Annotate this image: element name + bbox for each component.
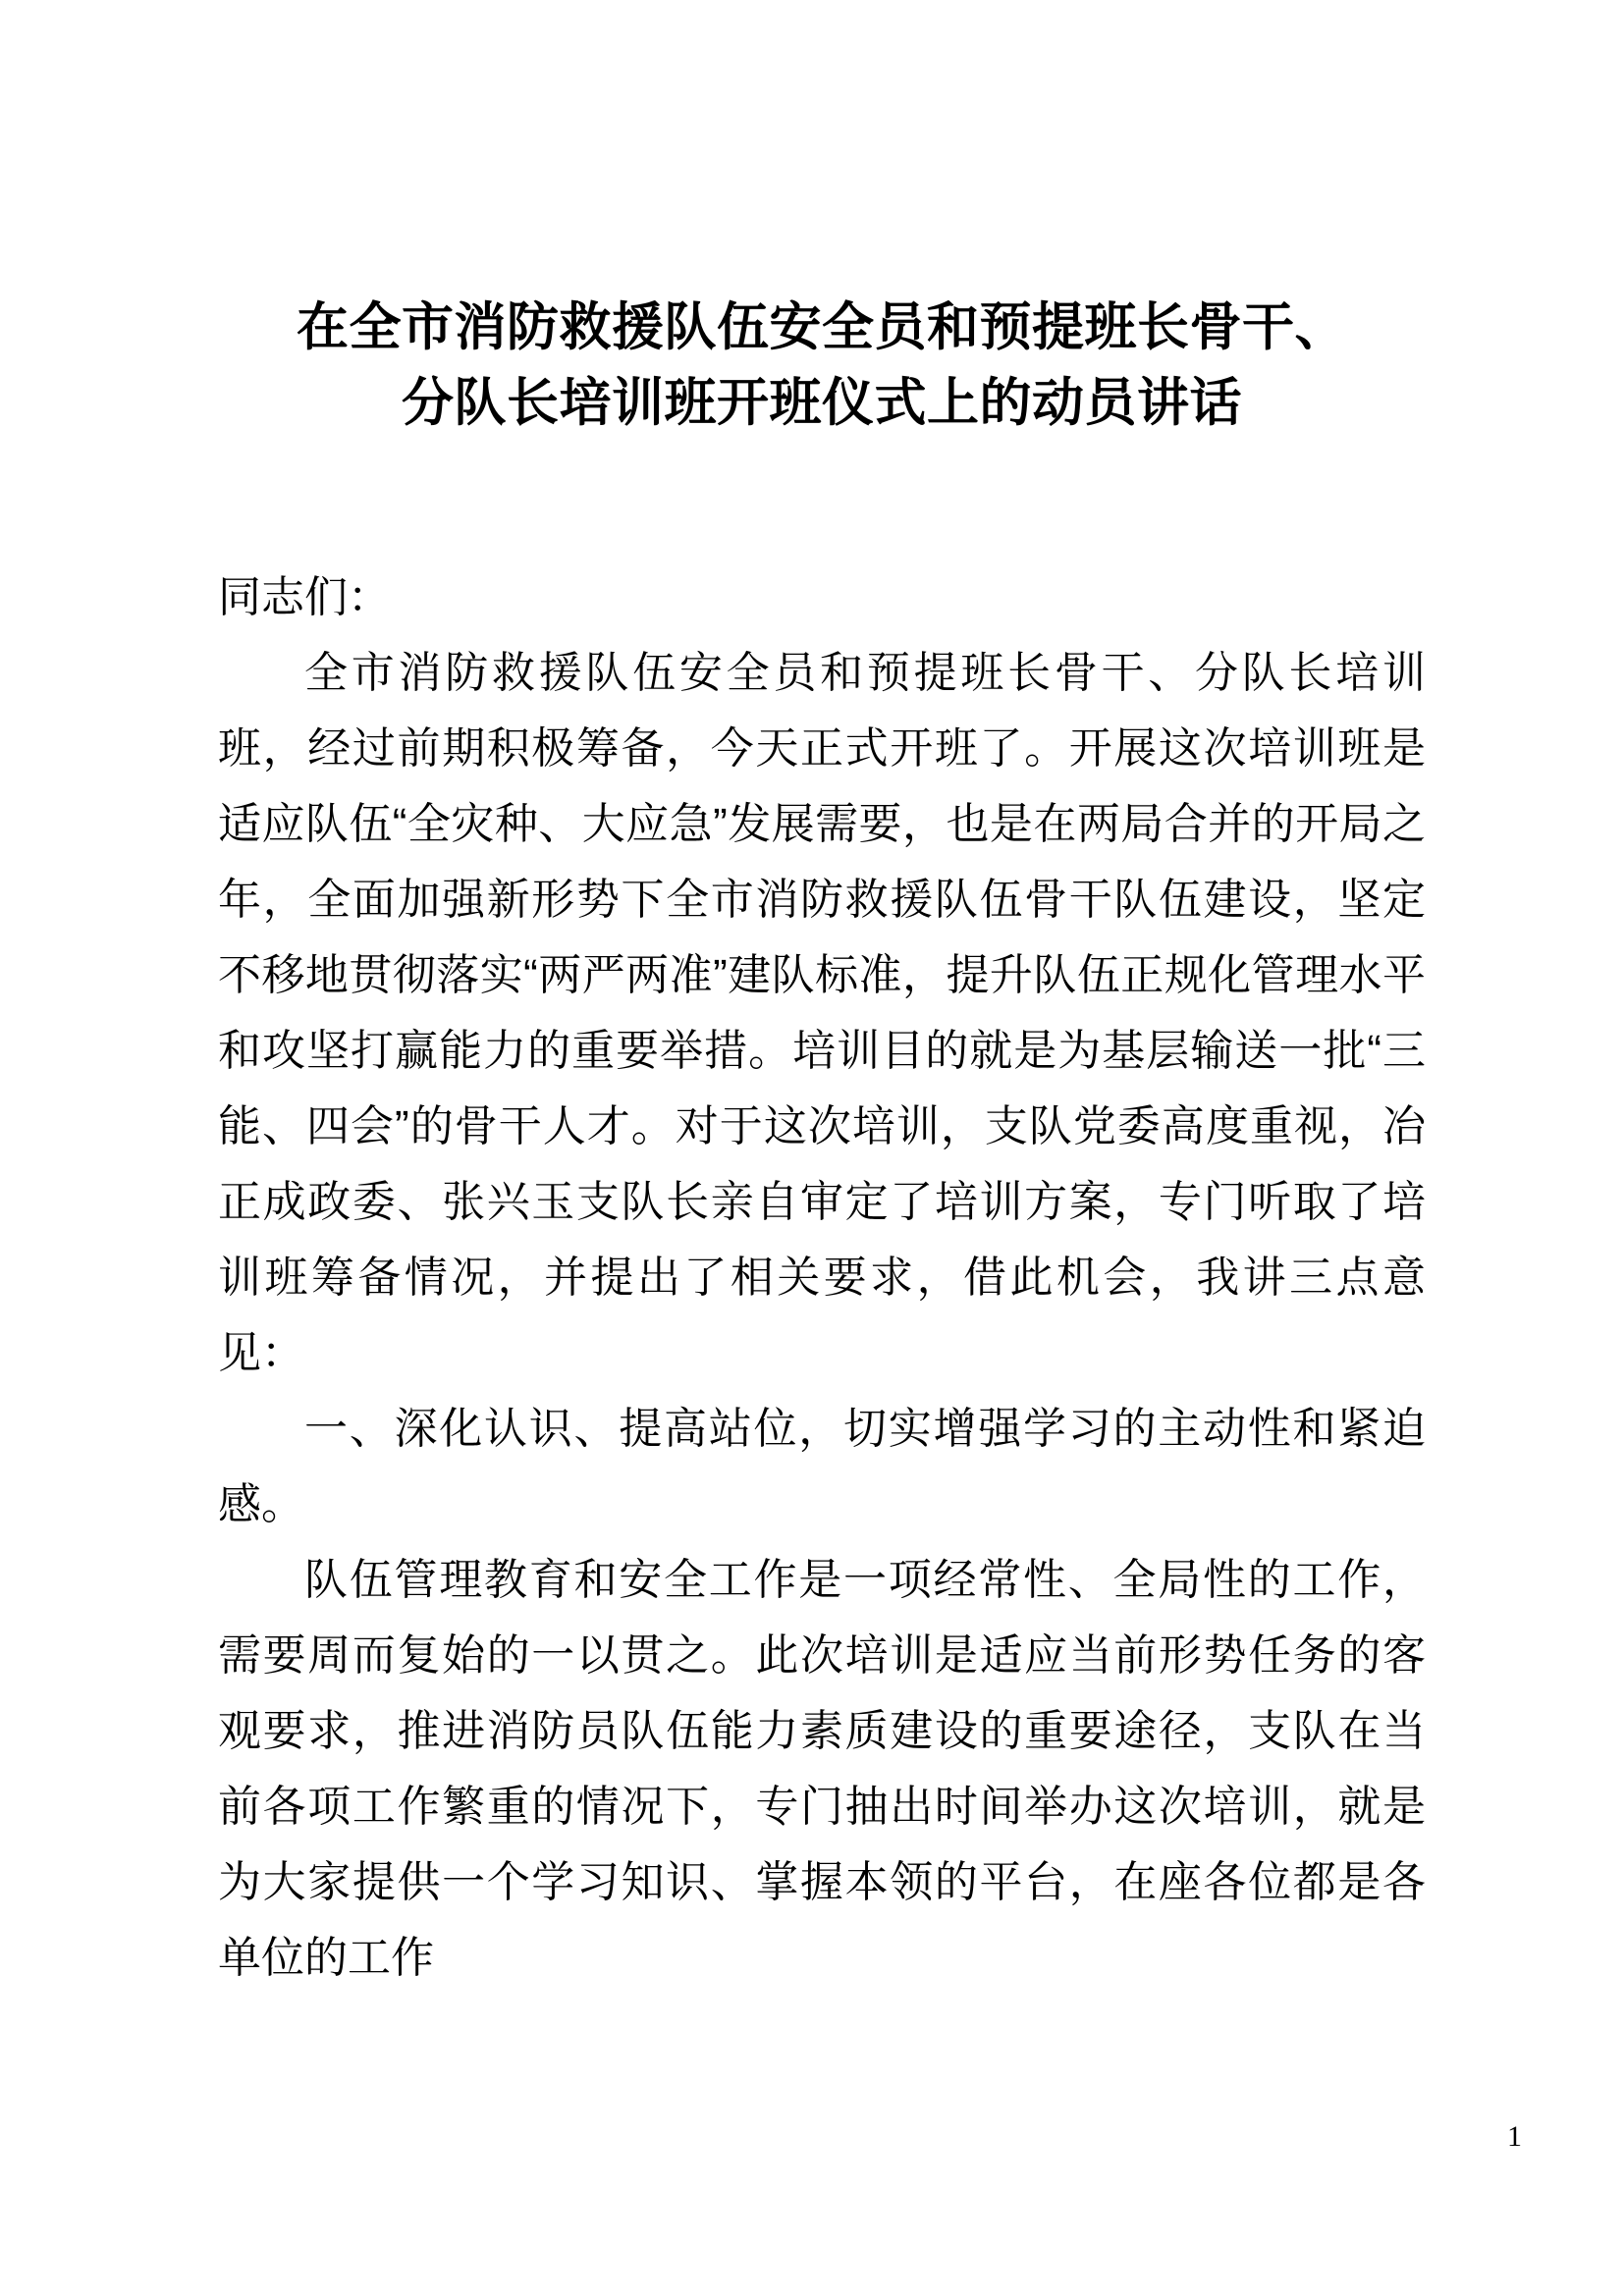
page-number: 1 (1507, 2120, 1522, 2153)
title-line-2: 分队长培训班开班仪式上的动员讲话 (402, 373, 1242, 432)
title-line-1: 在全市消防救援队伍安全员和预提班长骨干、 (297, 298, 1347, 356)
body-paragraph-2: 队伍管理教育和安全工作是一项经常性、全局性的工作，需要周而复始的一以贯之。此次培训是适应当前形势任务的客观要求，推进消防员队伍能力素质建设的重要途径，支队在当前各项工作繁重的情况下，专门抽出时间举办这次培训，就是为大家提供一个学习知识、掌握本领的平台，在座各位都是各单位的工作 (218, 1555, 1426, 1982)
salutation: 同志们： (218, 572, 391, 621)
document-body (218, 560, 1426, 1996)
document-title (218, 0, 1426, 442)
page-content (218, 0, 1426, 1996)
body-paragraph-1: 全市消防救援队伍安全员和预提班长骨干、分队长培训班，经过前期积极筹备，今天正式开班了。开展这次培训班是适应队伍“全灾种、大应急”发展需要，也是在两局合并的开局之年，全面加强新形势下全市消防救援队伍骨干队伍建设，坚定不移地贯彻落实“两严两准”建队标准，提升队伍正规化管理水平和攻坚打赢能力的重要举措。培训目的就是为基层输送一批“三能、四会”的骨干人才。对于这次培训，支队党委高度重视，冶正成政委、张兴玉支队长亲自审定了培训方案，专门听取了培训班筹备情况，并提出了相关要求，借此机会，我讲三点意见： (218, 648, 1426, 1377)
section-heading-1: 一、深化认识、提高站位，切实增强学习的主动性和紧迫感。 (218, 1404, 1426, 1528)
